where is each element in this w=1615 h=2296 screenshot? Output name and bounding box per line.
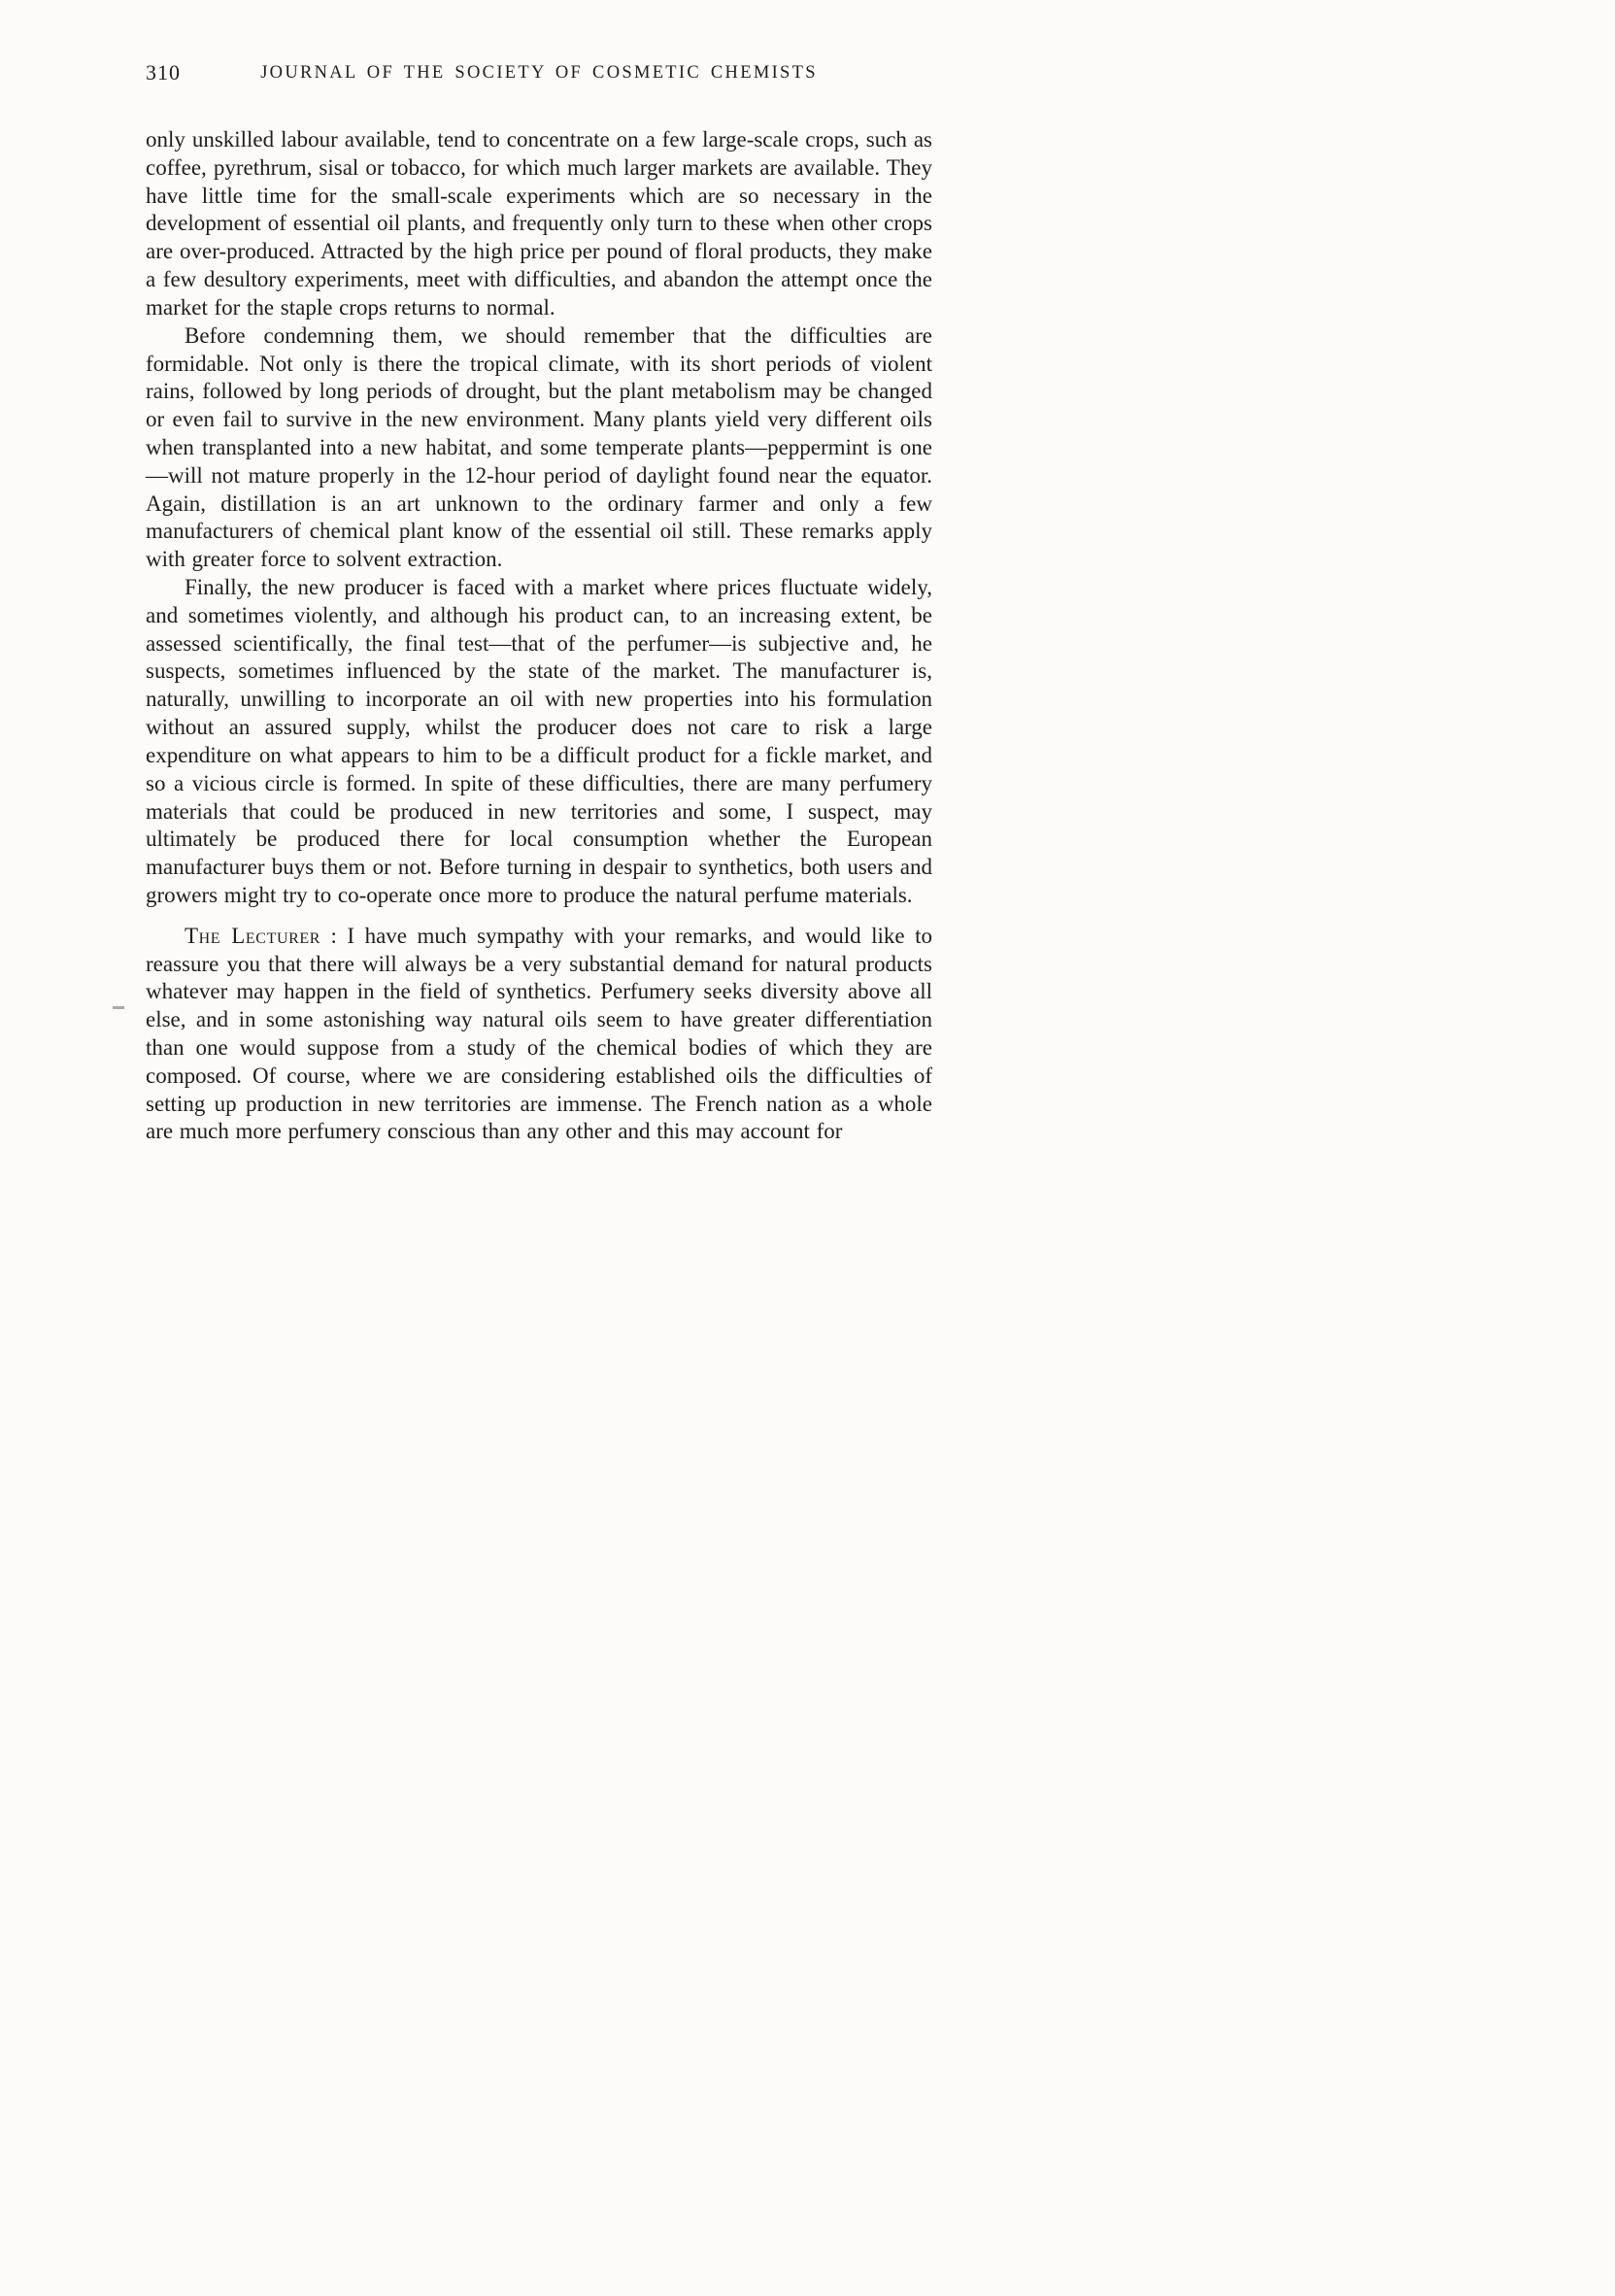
paragraph: only unskilled labour available, tend to concentrate on a few large-scale crops, such as coffee, pyrethrum, sisal or tobacco, for which much larger markets are available. They have little time for the small-scale experiments which are so necessary in the development of essential oil plants, and frequently only turn to these when other crops are over-produced. Attracted by the high price per pound of floral products, they make a few desultory experiments, meet with difficulties, and abandon the attempt once the market for the staple crops returns to normal. xyxy=(146,127,932,320)
page-content xyxy=(146,60,932,1146)
page-number: 310 xyxy=(146,60,181,84)
body-text xyxy=(146,126,932,1146)
paragraph: Finally, the new producer is faced with a market where prices fluctuate widely, and sometimes violently, and although his product can, to an increasing extent, be assessed scientifically, the final test—that of the perfumer—is subjective and, he suspects, sometimes influenced by the state of the market. The manufacturer is, naturally, unwilling to incorporate an oil with new properties into his formulation without an assured supply, whilst the producer does not care to risk a large expenditure on what appears to him to be a difficult product for a fickle market, and so a vicious circle is formed. In spite of these difficulties, there are many perfumery materials that could be produced in new territories and some, I suspect, may ultimately be produced there for local consumption whether the European manufacturer buys them or not. Before turning in despair to synthetics, both users and growers might try to co-operate once more to produce the natural perfume materials. xyxy=(146,575,932,907)
page-header xyxy=(146,60,932,93)
speaker-name: The Lecturer xyxy=(185,923,321,948)
running-head: JOURNAL OF THE SOCIETY OF COSMETIC CHEMISTS xyxy=(260,63,818,83)
scan-artifact-mark xyxy=(113,1006,124,1009)
paragraph-lecturer xyxy=(146,923,932,1147)
paragraph: Before condemning them, we should remember that the difficulties are formidable. Not only is there the tropical climate, with its short periods of violent rains, followed by long periods of drought, but the plant metabolism may be changed or even fail to survive in the new environment. Many plants yield very different oils when transplanted into a new habitat, and some temperate plants—peppermint is one—will not mature properly in the 12-hour period of daylight found near the equator. Again, distillation is an art unknown to the ordinary farmer and only a few manufacturers of chemical plant know of the essential oil still. These remarks apply with greater force to solvent extraction. xyxy=(146,322,932,572)
speaker-remarks: : I have much sympathy with your remarks, and would like to reassure you that there will always be a very substantial demand for natural products whatever may happen in the field of synthetics. Perfumery seeks diversity above all else, and in some astonishing way natural oils seem to have greater differentiation than one would suppose from a study of the chemical bodies of which they are composed. Of course, where we are considering established oils the difficulties of setting up production in new territories are immense. The French nation as a whole are much more perfumery conscious than any other and this may account for xyxy=(146,923,933,1144)
